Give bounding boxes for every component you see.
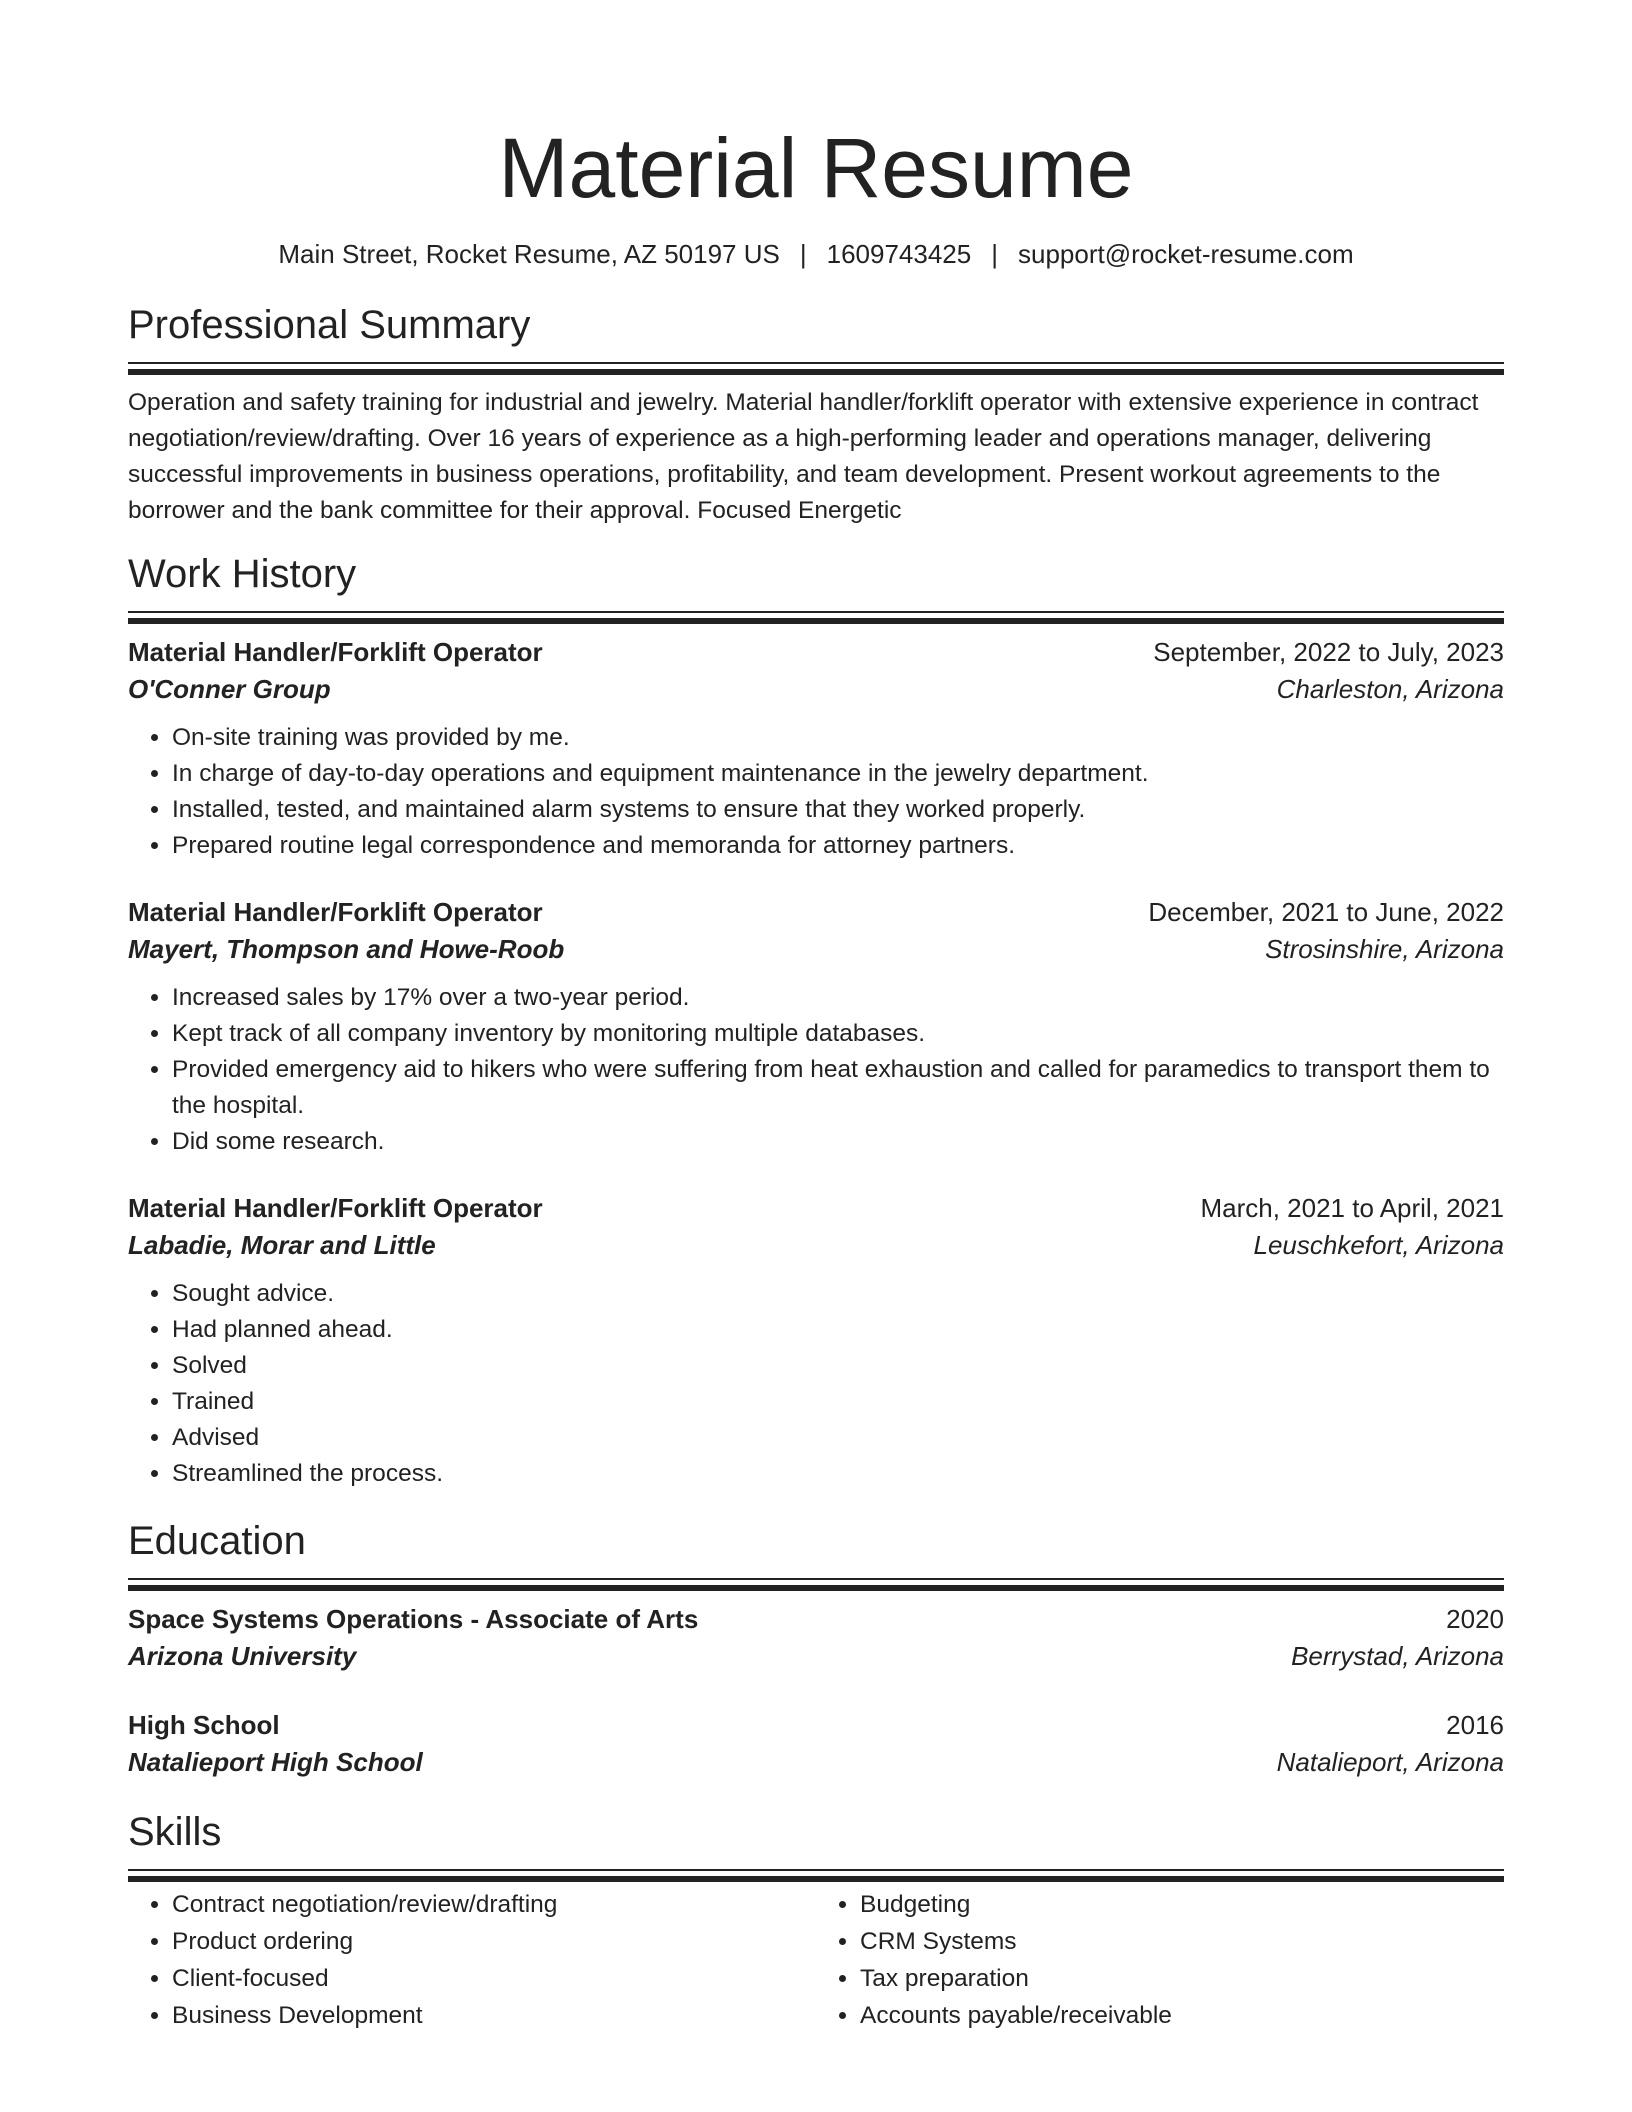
list-item: • On-site training was provided by me. <box>172 720 1504 756</box>
education-year: 2016 <box>1446 1710 1504 1740</box>
list-item: • Budgeting <box>860 1886 1504 1923</box>
list-item: • Streamlined the process. <box>172 1456 1504 1492</box>
contact-email: support@rocket-resume.com <box>1017 239 1354 269</box>
job-dates: March, 2021 to April, 2021 <box>1200 1193 1504 1223</box>
list-item: • Accounts payable/receivable <box>860 1997 1504 2034</box>
section-divider <box>128 362 1504 369</box>
job-location: Leuschkefort, Arizona <box>1253 1230 1504 1260</box>
contact-separator: | <box>799 239 807 269</box>
job-entry <box>128 1190 1504 1492</box>
section-divider <box>128 611 1504 618</box>
list-item: • Did some research. <box>172 1124 1504 1160</box>
job-bullets <box>128 720 1504 864</box>
list-item: • Tax preparation <box>860 1960 1504 1997</box>
list-item: • Client-focused <box>172 1960 816 1997</box>
education-degree: Space Systems Operations - Associate of Arts <box>128 1604 699 1634</box>
work-history-section <box>128 549 1504 1492</box>
job-title: Material Handler/Forklift Operator <box>128 1193 543 1223</box>
section-title-work-history: Work History <box>128 552 357 596</box>
education-section <box>128 1516 1504 1781</box>
list-item: • Installed, tested, and maintained alarm systems to ensure that they worked properly. <box>172 792 1504 828</box>
job-title: Material Handler/Forklift Operator <box>128 897 543 927</box>
list-item: • Solved <box>172 1348 1504 1384</box>
section-title-education: Education <box>128 1519 306 1563</box>
section-divider <box>128 1578 1504 1585</box>
list-item: • CRM Systems <box>860 1923 1504 1960</box>
job-entry <box>128 894 1504 1160</box>
job-location: Strosinshire, Arizona <box>1265 934 1504 964</box>
summary-section <box>128 300 1504 529</box>
education-entry <box>128 1707 1504 1781</box>
job-dates: September, 2022 to July, 2023 <box>1153 637 1504 667</box>
list-item: • Provided emergency aid to hikers who were suffering from heat exhaustion and called for paramedics to transport them to the hospital. <box>172 1052 1504 1124</box>
list-item: • Advised <box>172 1420 1504 1456</box>
list-item: • Product ordering <box>172 1923 816 1960</box>
job-bullets <box>128 980 1504 1160</box>
list-item: • Business Development <box>172 1997 816 2034</box>
job-title: Material Handler/Forklift Operator <box>128 637 543 667</box>
education-school: Natalieport High School <box>128 1747 423 1777</box>
section-title-summary: Professional Summary <box>128 303 531 347</box>
education-school: Arizona University <box>128 1641 357 1671</box>
job-dates: December, 2021 to June, 2022 <box>1148 897 1504 927</box>
list-item: • Kept track of all company inventory by monitoring multiple databases. <box>172 1016 1504 1052</box>
education-year: 2020 <box>1446 1604 1504 1634</box>
job-company: Labadie, Morar and Little <box>128 1230 436 1260</box>
skills-column-right <box>816 1886 1504 2034</box>
section-divider <box>128 1869 1504 1876</box>
contact-separator: | <box>991 239 998 269</box>
summary-text: Operation and safety training for industrial and jewelry. Material handler/forklift operator with extensive experience in contract negotiation/review/drafting. Over 16 years of experience as a high-performing leader and operations manager, delivering successful improvements in business operations, profitability, and team development. Present workout agreements to the borrower and the bank committee for their approval. Focused Energetic <box>128 389 1479 524</box>
resume-name: Material Resume <box>498 121 1134 215</box>
skills-column-left <box>128 1886 816 2034</box>
job-company: Mayert, Thompson and Howe-Roob <box>128 934 565 964</box>
section-title-skills: Skills <box>128 1810 222 1854</box>
education-degree: High School <box>128 1710 280 1740</box>
education-location: Natalieport, Arizona <box>1276 1747 1504 1777</box>
education-location: Berrystad, Arizona <box>1291 1641 1504 1671</box>
job-bullets <box>128 1276 1504 1492</box>
list-item: • In charge of day-to-day operations and equipment maintenance in the jewelry department. <box>172 756 1504 792</box>
list-item: • Increased sales by 17% over a two-year period. <box>172 980 1504 1016</box>
job-location: Charleston, Arizona <box>1276 674 1504 704</box>
list-item: • Had planned ahead. <box>172 1312 1504 1348</box>
skills-section <box>128 1807 1504 2034</box>
skills-list <box>128 1886 1504 2034</box>
education-entry <box>128 1601 1504 1675</box>
job-company: O'Conner Group <box>128 674 331 704</box>
contact-phone: 1609743425 <box>826 239 972 269</box>
list-item: • Contract negotiation/review/drafting <box>172 1886 816 1923</box>
contact-line <box>128 238 1504 270</box>
list-item: • Sought advice. <box>172 1276 1504 1312</box>
list-item: • Trained <box>172 1384 1504 1420</box>
contact-address: Main Street, Rocket Resume, AZ 50197 US <box>278 239 780 269</box>
list-item: • Prepared routine legal correspondence and memoranda for attorney partners. <box>172 828 1504 864</box>
job-entry <box>128 634 1504 864</box>
